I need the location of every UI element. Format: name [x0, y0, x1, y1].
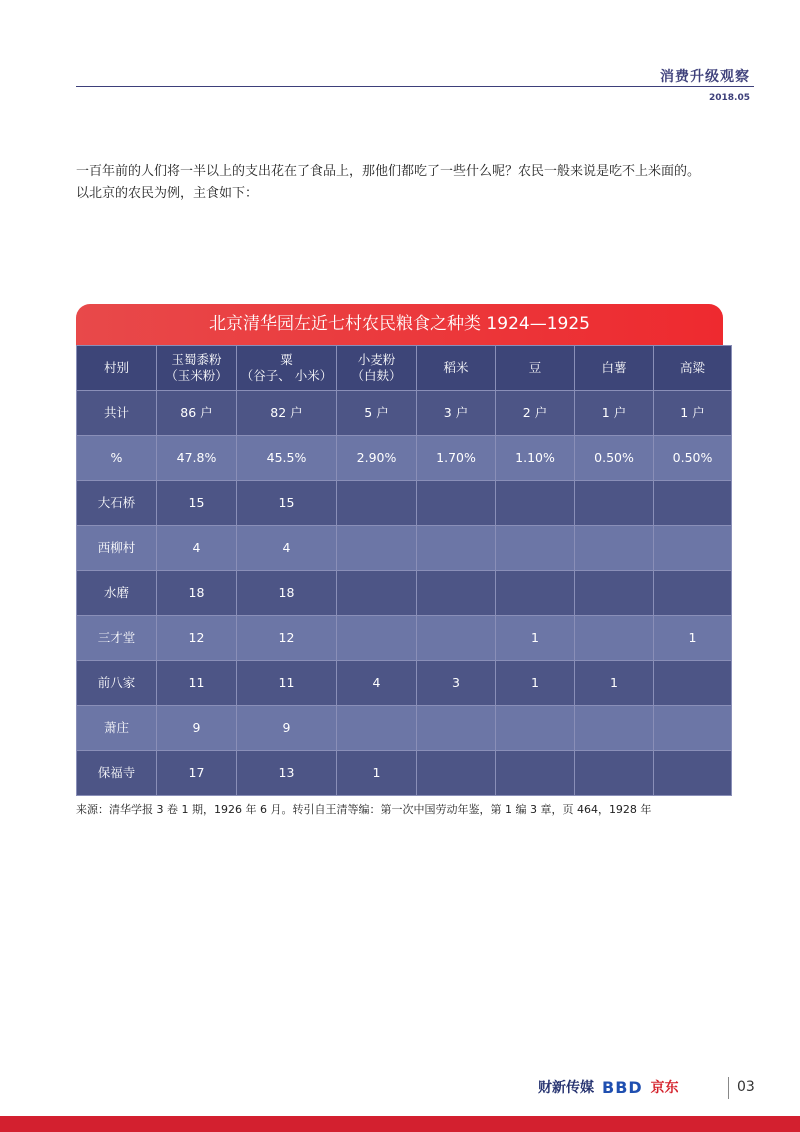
- row-label-cell: 水磨: [77, 571, 157, 616]
- table-cell: 5 户: [337, 391, 417, 436]
- header-title: 消费升级观察: [660, 69, 750, 85]
- table-cell: [417, 751, 496, 796]
- table-cell: 15: [237, 481, 337, 526]
- column-header-label: 村别: [103, 360, 129, 375]
- table-title: 北京清华园左近七村农民粮食之种类 1924—1925: [76, 304, 723, 345]
- row-label-cell: 萧庄: [77, 706, 157, 751]
- table-row: [77, 661, 732, 706]
- table-cell: 18: [237, 571, 337, 616]
- table-cell: 17: [157, 751, 237, 796]
- table-cell: 1: [575, 661, 654, 706]
- table-row: [77, 571, 732, 616]
- column-header: [654, 346, 732, 391]
- table-row: [77, 706, 732, 751]
- row-label-cell: 大石桥: [77, 481, 157, 526]
- table-cell: 15: [157, 481, 237, 526]
- column-header-label: 白薯: [601, 360, 627, 375]
- column-header: [496, 346, 575, 391]
- table-cell: 86 户: [157, 391, 237, 436]
- table-cell: [337, 571, 417, 616]
- table-cell: [496, 751, 575, 796]
- column-header-label: 高粱: [679, 360, 705, 375]
- table-cell: [417, 526, 496, 571]
- table-cell: 47.8%: [157, 436, 237, 481]
- table-body: [77, 346, 732, 796]
- row-label-cell: 三才堂: [77, 616, 157, 661]
- column-header-label: 稻米: [443, 360, 469, 375]
- footer-logos: [538, 1075, 679, 1099]
- table-cell: 2.90%: [337, 436, 417, 481]
- table-cell: 0.50%: [654, 436, 732, 481]
- table-cell: 3 户: [417, 391, 496, 436]
- table-cell: 1: [654, 616, 732, 661]
- table-cell: 4: [157, 526, 237, 571]
- table-cell: [337, 616, 417, 661]
- table-cell: 12: [157, 616, 237, 661]
- column-header-sublabel: （谷子、 小米）: [240, 368, 333, 383]
- row-label-cell: %: [77, 436, 157, 481]
- row-label-cell: 前八家: [77, 661, 157, 706]
- table-cell: [654, 661, 732, 706]
- column-header-label: 粟: [280, 352, 293, 367]
- intro-paragraph: [76, 161, 736, 205]
- column-header: [575, 346, 654, 391]
- table-cell: 1 户: [575, 391, 654, 436]
- column-header-label: 豆: [528, 360, 542, 375]
- table-row: [77, 436, 732, 481]
- column-header: [157, 346, 237, 391]
- jd-logo: 京东: [650, 1080, 679, 1096]
- table-cell: [496, 571, 575, 616]
- table-cell: 3: [417, 661, 496, 706]
- table-cell: [496, 481, 575, 526]
- column-header-sublabel: （白麸）: [351, 368, 402, 383]
- bottom-bar: [0, 1116, 800, 1132]
- table-cell: [417, 706, 496, 751]
- row-label-cell: 西柳村: [77, 526, 157, 571]
- table-cell: [337, 706, 417, 751]
- page-number: 03: [737, 1079, 755, 1095]
- table-cell: 1: [337, 751, 417, 796]
- table-cell: 9: [237, 706, 337, 751]
- column-header-label: 玉蜀黍粉: [171, 352, 222, 367]
- table-cell: [654, 706, 732, 751]
- table-cell: 82 户: [237, 391, 337, 436]
- table-cell: 2 户: [496, 391, 575, 436]
- table-row: [77, 391, 732, 436]
- table-cell: 1: [496, 661, 575, 706]
- table-cell: [575, 571, 654, 616]
- table-cell: [337, 526, 417, 571]
- intro-line-1: 一百年前的人们将一半以上的支出花在了食品上，那他们都吃了一些什么呢？农民一般来说是吃不上米面的。: [76, 164, 701, 179]
- table-cell: [417, 571, 496, 616]
- table-cell: [654, 571, 732, 616]
- intro-line-2: 以北京的农民为例，主食如下：: [76, 186, 259, 201]
- header-divider: [76, 86, 754, 87]
- table-cell: 1.70%: [417, 436, 496, 481]
- table-cell: [654, 481, 732, 526]
- grain-table: [76, 345, 732, 796]
- column-header-label: 小麦粉: [357, 352, 396, 367]
- column-header: [417, 346, 496, 391]
- table-cell: 1: [496, 616, 575, 661]
- table-cell: [417, 481, 496, 526]
- source-note: 来源：清华学报 3 卷 1 期，1926 年 6 月。转引自王清等编：第一次中国劳动年鉴，第 1 编 3 章，页 464，1928 年: [76, 803, 652, 816]
- column-header-sublabel: （玉米粉）: [165, 368, 228, 383]
- table-cell: 9: [157, 706, 237, 751]
- table-cell: 12: [237, 616, 337, 661]
- table-row: [77, 751, 732, 796]
- watermark: www.baogaoting.com: [286, 832, 671, 872]
- table-row: [77, 616, 732, 661]
- table-cell: [654, 526, 732, 571]
- table-cell: [575, 526, 654, 571]
- table-cell: [417, 616, 496, 661]
- table-cell: 0.50%: [575, 436, 654, 481]
- table-cell: [575, 706, 654, 751]
- table-cell: 4: [237, 526, 337, 571]
- table-cell: [496, 706, 575, 751]
- table-row: [77, 481, 732, 526]
- table-cell: 13: [237, 751, 337, 796]
- table-cell: [337, 481, 417, 526]
- column-header: [337, 346, 417, 391]
- bbd-logo: BBD: [602, 1077, 643, 1097]
- table-cell: [654, 751, 732, 796]
- table-cell: [575, 751, 654, 796]
- table-cell: [496, 526, 575, 571]
- table-cell: 1 户: [654, 391, 732, 436]
- table-header-row: [77, 346, 732, 391]
- row-label-cell: 保福寺: [77, 751, 157, 796]
- table-cell: 11: [237, 661, 337, 706]
- table-cell: 11: [157, 661, 237, 706]
- table-cell: 18: [157, 571, 237, 616]
- table-cell: [575, 481, 654, 526]
- table-cell: 1.10%: [496, 436, 575, 481]
- row-label-cell: 共计: [77, 391, 157, 436]
- caixin-logo: 财新传媒: [538, 1080, 594, 1096]
- header-date: 2018.05: [709, 93, 750, 103]
- table-cell: 4: [337, 661, 417, 706]
- table-cell: [575, 616, 654, 661]
- table-row: [77, 526, 732, 571]
- column-header: [237, 346, 337, 391]
- table-cell: 45.5%: [237, 436, 337, 481]
- footer-separator: [728, 1077, 729, 1099]
- column-header: [77, 346, 157, 391]
